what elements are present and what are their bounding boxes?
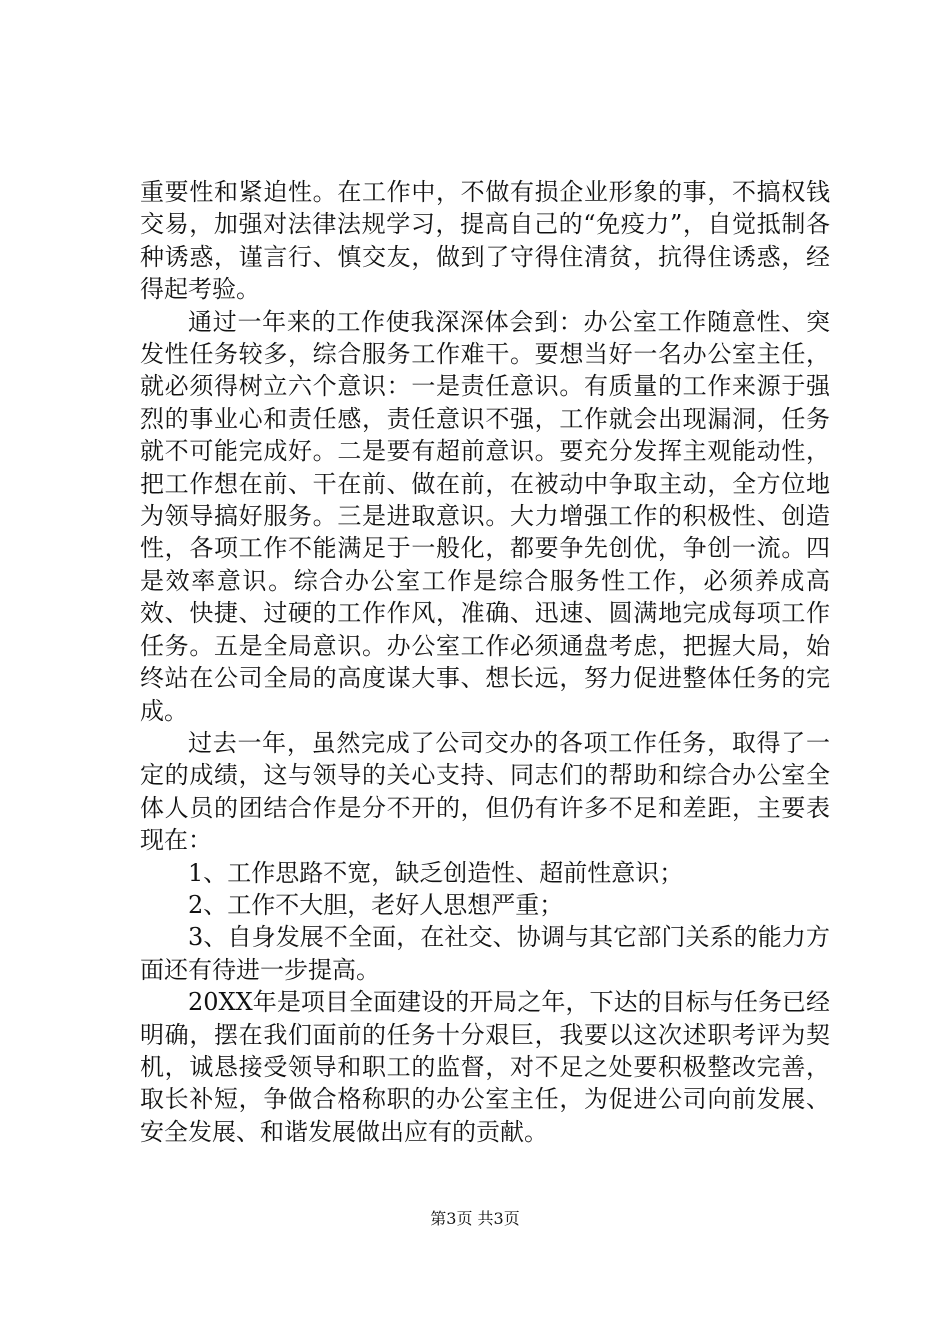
list-item-3: 3、自身发展不全面，在社交、协调与其它部门关系的能力方面还有待进一步提高。: [140, 923, 830, 984]
paragraph-continuation: 重要性和紧迫性。在工作中，不做有损企业形象的事，不搞权钱交易，加强对法律法规学习，提高自己的“免疫力”，自觉抵制各种诱惑，谨言行、慎交友，做到了守得住清贫，抗得住诱惑，经得起考验。: [140, 178, 830, 304]
list-item-2: 2、工作不大胆，老好人思想严重；: [188, 890, 564, 919]
paragraph-shortcomings: 过去一年，虽然完成了公司交办的各项工作任务，取得了一定的成绩，这与领导的关心支持、同志们的帮助和综合办公室全体人员的团结合作是分不开的，但仍有许多不足和差距，主要表现在：: [140, 728, 830, 855]
paragraph-experience: 通过一年来的工作使我深深体会到：办公室工作随意性、突发性任务较多，综合服务工作难干。要想当好一名办公室主任，就必须得树立六个意识：一是责任意识。有质量的工作来源于强烈的事业心和责任感，责任意识不强，工作就会出现漏洞，任务就不可能完成好。二是要有超前意识。要充分发挥主观能动性，把工作想在前、干在前、做在前，在被动中争取主动，全方位地为领导搞好服务。三是进取意识。大力增强工作的积极性、创造性，各项工作不能满足于一般化，都要争先创优，争创一流。四是效率意识。综合办公室工作是综合服务性工作，必须养成高效、快捷、过硬的工作作风，准确、迅速、圆满地完成每项工作任务。五是全局意识。办公室工作必须通盘考虑，把握大局，始终站在公司全局的高度谋大事、想长远，努力促进整体任务的完成。: [140, 307, 830, 725]
paragraph-outlook: 20XX年是项目全面建设的开局之年，下达的目标与任务已经明确，摆在我们面前的任务十分艰巨，我要以这次述职考评为契机，诚恳接受领导和职工的监督，对不足之处要积极整改完善，取长补短，争做合格称职的办公室主任，为促进公司向前发展、安全发展、和谐发展做出应有的贡献。: [140, 988, 830, 1146]
page-footer: 第3页 共3页: [430, 1209, 520, 1228]
document-body: [140, 176, 830, 1148]
list-item-1: 1、工作思路不宽，缺乏创造性、超前性意识；: [188, 858, 684, 887]
